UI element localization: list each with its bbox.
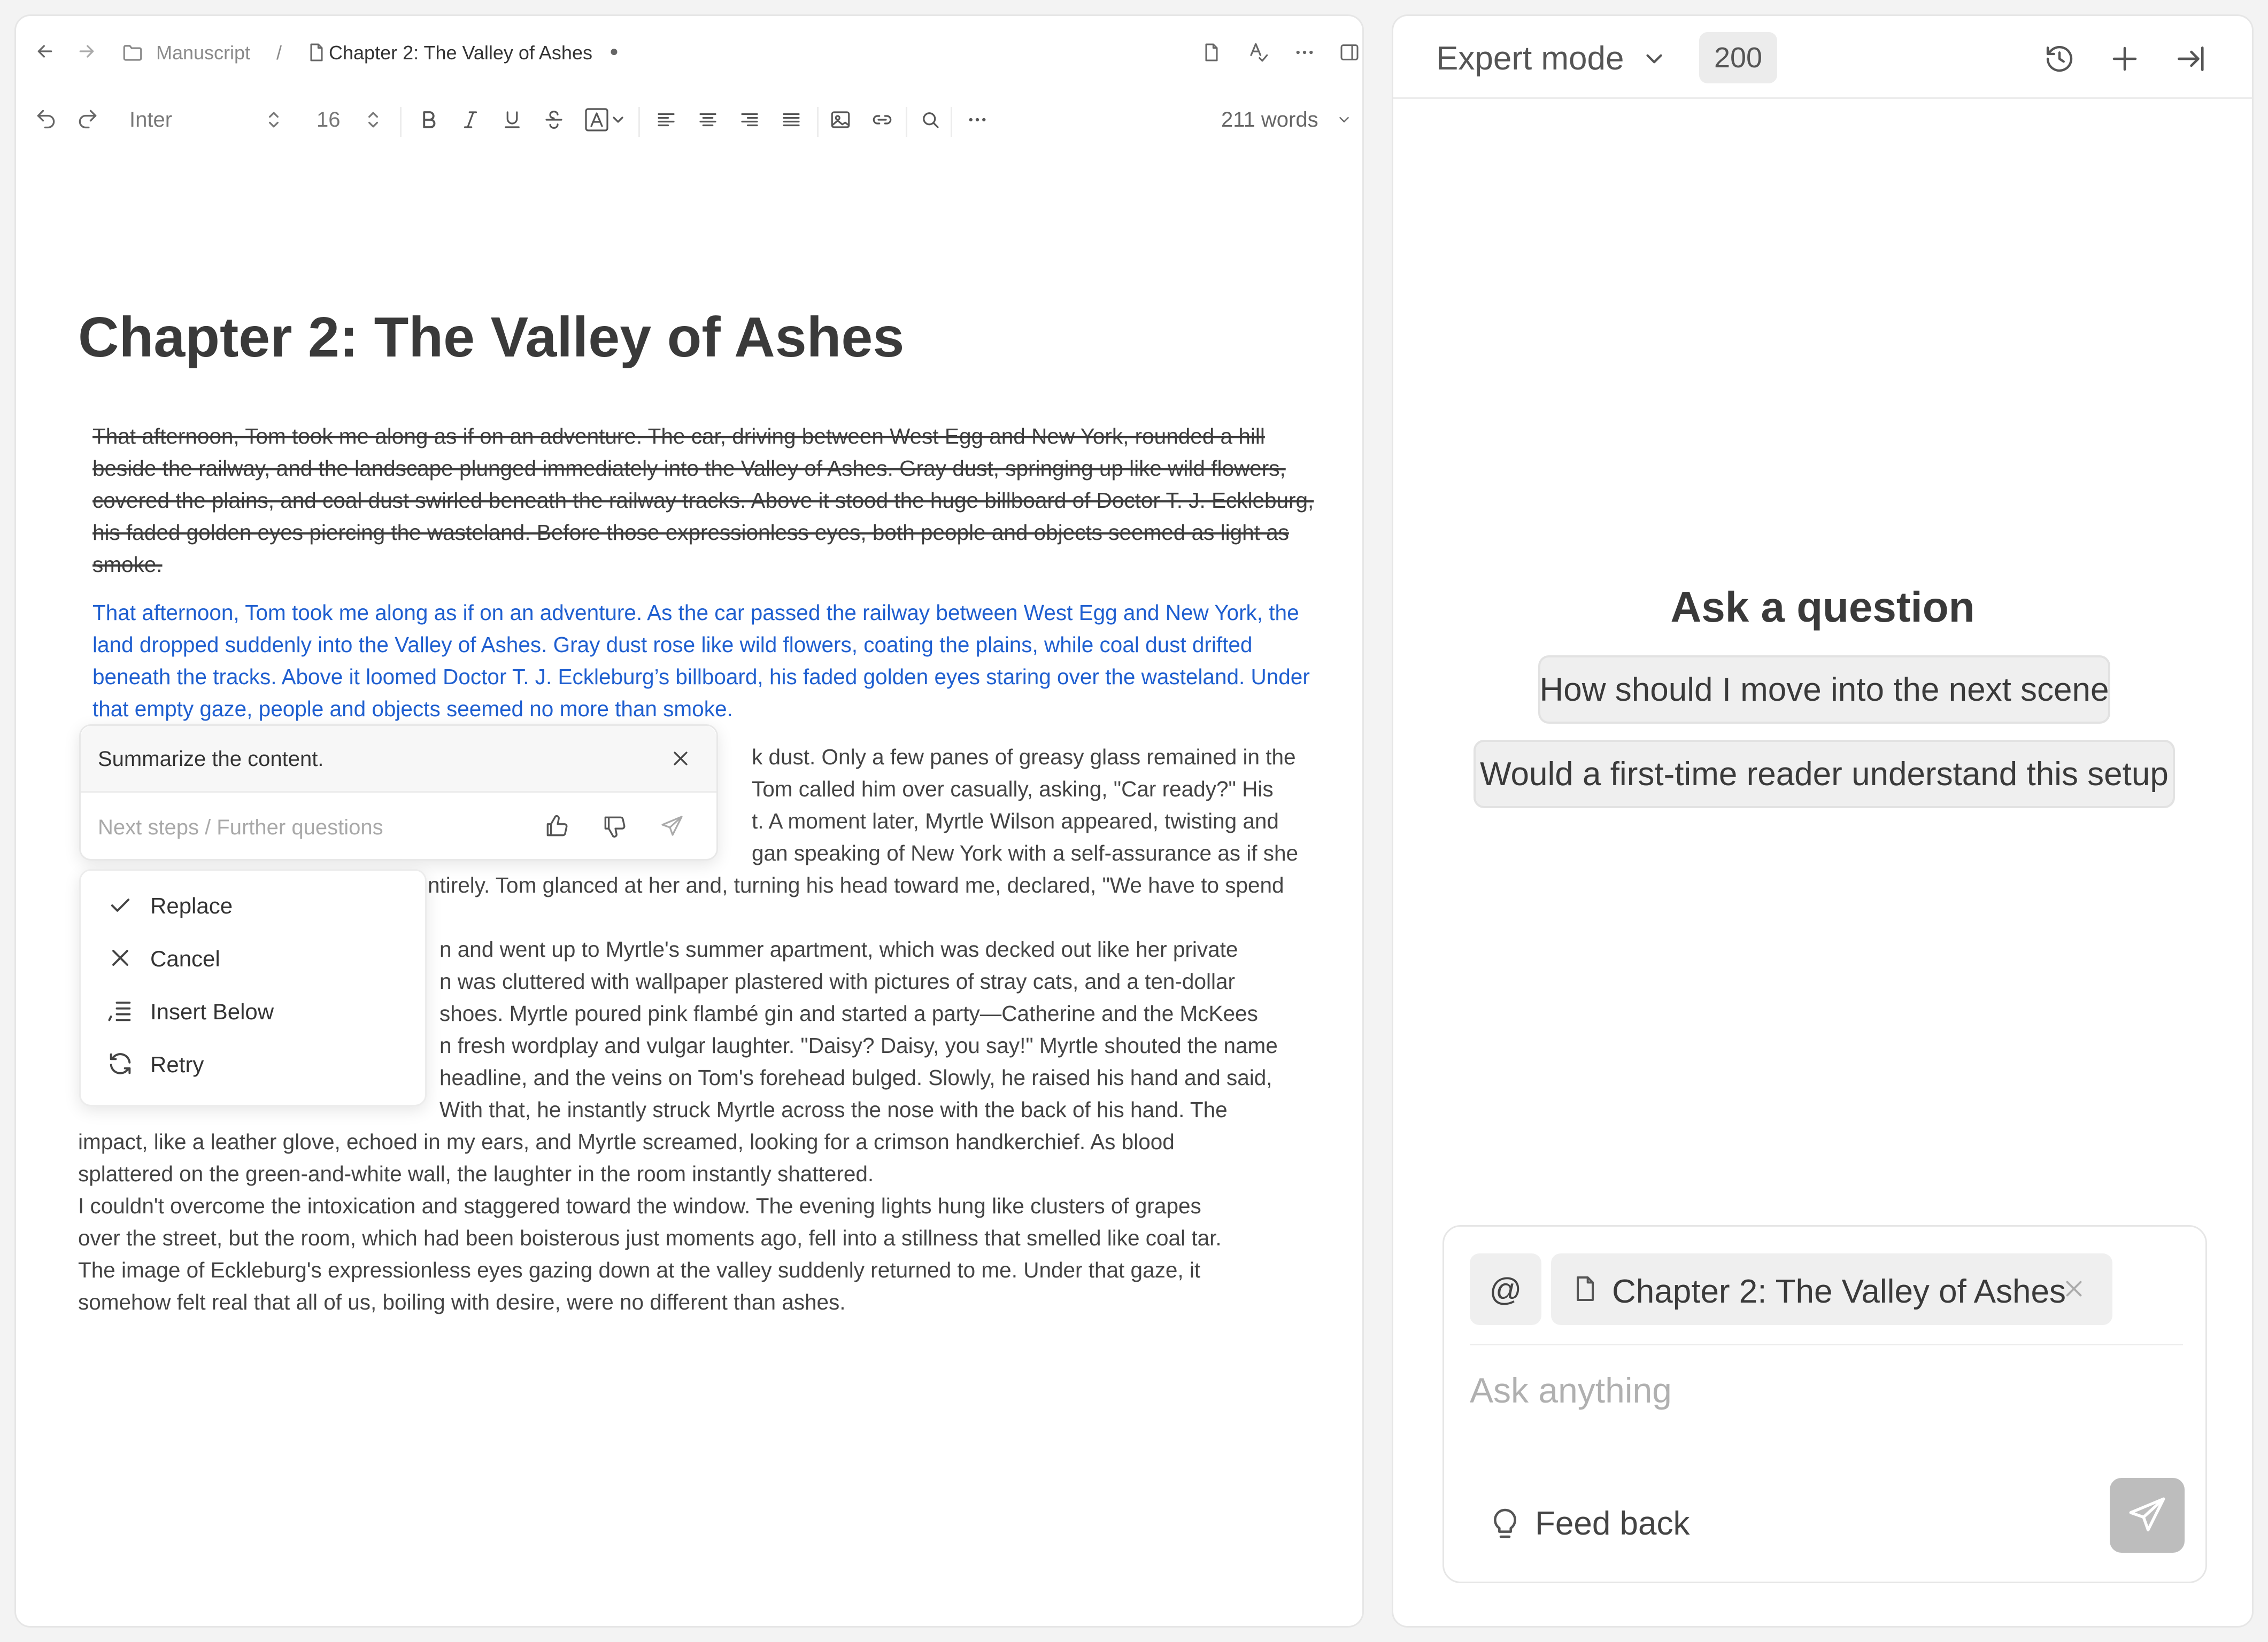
assistant-panel <box>1392 14 2254 1628</box>
ask-title: Ask a question <box>1670 583 1975 631</box>
check-icon <box>106 891 134 919</box>
text-line: n and went up to Myrtle's summer apartment, which was decked out like her private <box>439 937 1238 962</box>
menu-item-label: Cancel <box>150 946 220 971</box>
send-button[interactable] <box>2110 1478 2185 1553</box>
align-center-icon <box>697 109 719 131</box>
close-icon <box>2061 1275 2087 1302</box>
toolbar-divider <box>817 107 819 137</box>
align-left-icon <box>655 109 677 131</box>
send-icon <box>2125 1493 2169 1537</box>
ai-inline-popup <box>79 724 718 861</box>
align-center-button[interactable] <box>694 106 722 134</box>
close-icon <box>106 944 134 972</box>
text-line: I couldn't overcome the intoxication and staggered toward the window. The evening lights hung like clusters of grapes <box>78 1194 1201 1218</box>
ai-prompt-text: Summarize the content. <box>98 747 324 771</box>
underline-icon <box>501 109 523 131</box>
text-line: With that, he instantly struck Myrtle across the nose with the back of his hand. The <box>439 1097 1228 1122</box>
align-right-icon <box>738 109 761 131</box>
suggested-paragraph[interactable]: That afternoon, Tom took me along as if on an adventure. As the car passed the railway between West Egg and New York, the land dropped suddenly into the Valley of Ashes. Gray dust rose like wild flowers, coating the plains, while coal dust drifted beneath the tracks. Above it loomed Doctor T. J. Eckleburg’s billboard, his faded golden eyes staring over the wasteland. Under that empty gaze, people and objects seemed no more than smoke. <box>92 600 1310 721</box>
font-size-input[interactable]: 16 <box>317 108 341 131</box>
text-line: Tom called him over casually, asking, "Car ready?" His <box>752 777 1274 801</box>
suggestion-chip-1[interactable]: How should I move into the next scene <box>1538 655 2110 724</box>
composer-divider <box>1470 1344 2183 1345</box>
followup-input[interactable]: Next steps / Further questions <box>98 816 383 839</box>
document-title[interactable]: Chapter 2: The Valley of Ashes <box>78 306 905 369</box>
align-justify-icon <box>780 109 803 131</box>
menu-item-retry[interactable] <box>81 1037 425 1089</box>
text-line: k dust. Only a few panes of greasy glass remained in the <box>752 745 1296 769</box>
text-line: gan speaking of New York with a self-assurance as if she <box>752 841 1299 865</box>
sidebar-toggle-button[interactable] <box>1337 40 1362 65</box>
chat-composer <box>1442 1225 2207 1583</box>
panel-collapse-icon <box>2173 42 2207 75</box>
chevron-down-icon <box>1641 45 1668 72</box>
image-icon <box>829 109 852 131</box>
breadcrumb-folder[interactable]: Manuscript <box>156 42 251 64</box>
strikethrough-icon <box>543 109 565 131</box>
mode-select[interactable]: Expert mode <box>1436 40 1624 77</box>
undo-icon <box>34 107 58 130</box>
page-button[interactable] <box>1199 40 1224 65</box>
collapse-panel-button[interactable] <box>2172 41 2208 77</box>
context-chip[interactable] <box>1551 1253 2112 1325</box>
text-line: ntirely. Tom glanced at her and, turning his head toward me, declared, "We have to spend <box>428 873 1284 897</box>
remove-context-button[interactable] <box>2058 1273 2090 1305</box>
text-line: headline, and the veins on Tom's forehead bulged. Slowly, he raised his hand and said, <box>439 1065 1272 1090</box>
original-paragraph[interactable]: That afternoon, Tom took me along as if on an adventure. The car, driving between West Egg and New York, rounded a hill beside the railway, and the landscape plunged immediately into the Valley of Ashes. Gray dust, springing up like wild flowers, covered the plains, and coal dust swirled beneath the railway tracks. Above it stood the huge billboard of Doctor T. J. Eckleburg, his faded golden eyes piercing the wasteland. Before those expressionless eyes, both people and objects seemed as light as smoke. <box>92 424 1314 577</box>
insert-image-button[interactable] <box>827 106 854 134</box>
redo-icon <box>76 107 99 130</box>
insert-below-icon <box>106 997 134 1025</box>
justify-button[interactable] <box>777 106 805 134</box>
partial-text-block-1 <box>752 741 1298 869</box>
arrow-right-icon <box>76 41 97 62</box>
more-horizontal-icon <box>1293 41 1316 64</box>
menu-item-label: Insert Below <box>150 999 274 1024</box>
insert-link-button[interactable] <box>868 106 896 134</box>
text-color-button[interactable] <box>583 105 628 135</box>
assistant-header <box>1393 16 2252 99</box>
text-line: n was cluttered with wallpaper plastered with pictures of stray cats, and a ten-dollar <box>439 969 1235 994</box>
back-button[interactable] <box>32 38 58 64</box>
menu-item-insert-below[interactable] <box>81 984 425 1036</box>
arrow-left-icon <box>34 41 56 62</box>
search-icon <box>919 109 942 131</box>
underline-button[interactable] <box>498 106 526 134</box>
menu-item-cancel[interactable] <box>81 931 425 983</box>
text-line: somehow felt real that all of us, boiling with desire, were no different than ashes. <box>78 1290 846 1314</box>
chevron-updown-icon[interactable] <box>362 106 384 134</box>
breadcrumb-document[interactable]: Chapter 2: The Valley of Ashes <box>329 42 592 64</box>
lightbulb-icon <box>1488 1505 1522 1543</box>
plus-icon <box>2109 43 2141 75</box>
menu-item-label: Retry <box>150 1052 204 1077</box>
menu-item-label: Replace <box>150 893 233 918</box>
spellcheck-button[interactable] <box>1246 40 1271 65</box>
toolbar-more-button[interactable] <box>963 106 991 134</box>
undo-button[interactable] <box>32 105 60 133</box>
toolbar-divider <box>951 107 952 137</box>
toolbar-divider <box>400 107 402 137</box>
search-button[interactable] <box>916 106 944 134</box>
suggestion-chip-2[interactable]: Would a first-time reader understand this setup <box>1474 740 2175 808</box>
bold-button[interactable] <box>415 106 443 134</box>
spellcheck-icon <box>1247 41 1270 64</box>
partial-text-block-2 <box>439 933 1278 1126</box>
close-icon <box>669 747 692 770</box>
thumbs-down-button[interactable] <box>598 810 630 842</box>
bold-icon <box>418 109 440 131</box>
align-left-button[interactable] <box>652 106 680 134</box>
ai-popup-header <box>81 726 716 793</box>
mode-chevron-button[interactable] <box>1639 44 1669 74</box>
text-line: splattered on the green-and-white wall, the laughter in the room instantly shattered. <box>78 1161 874 1186</box>
editor-topbar <box>16 16 1362 86</box>
thumbs-up-icon <box>543 813 570 840</box>
file-icon <box>1570 1274 1600 1304</box>
align-right-button[interactable] <box>736 106 763 134</box>
page-icon <box>1201 42 1222 63</box>
more-button[interactable] <box>1292 40 1317 65</box>
more-horizontal-icon <box>966 109 989 131</box>
history-button[interactable] <box>2041 41 2078 77</box>
text-line: impact, like a leather glove, echoed in my ears, and Myrtle screamed, looking for a crimson handkerchief. As blood <box>78 1129 1175 1154</box>
context-chip-label: Chapter 2: The Valley of Ashes <box>1612 1273 2066 1310</box>
toolbar-divider <box>906 107 907 137</box>
send-icon <box>659 814 685 839</box>
feedback-button[interactable]: Feed back <box>1535 1505 1690 1542</box>
word-count[interactable]: 211 words <box>1221 108 1318 131</box>
chevron-down-icon[interactable] <box>1333 109 1355 130</box>
text-line: over the street, but the room, which had been boisterous just moments ago, fell into a stillness that smelled like coal tar. <box>78 1226 1222 1250</box>
thumbs-up-button[interactable] <box>541 810 573 842</box>
link-icon <box>871 109 893 131</box>
italic-icon <box>459 109 482 131</box>
font-family-select[interactable]: Inter <box>129 108 173 131</box>
popup-send-button[interactable] <box>656 810 688 842</box>
retry-icon <box>106 1050 134 1078</box>
text-line: n fresh wordplay and vulgar laughter. "Daisy? Daisy, you say!" Myrtle shouted the name <box>439 1033 1278 1058</box>
new-chat-button[interactable] <box>2107 41 2143 77</box>
history-icon <box>2043 42 2076 75</box>
unsaved-indicator: ● <box>610 43 619 59</box>
close-popup-button[interactable] <box>666 744 695 773</box>
chevron-updown-icon[interactable] <box>263 106 284 134</box>
redo-button[interactable] <box>74 105 102 133</box>
mention-button[interactable]: @ <box>1470 1253 1541 1325</box>
breadcrumb-separator: / <box>276 42 282 64</box>
forward-button[interactable] <box>74 38 99 64</box>
full-text-block[interactable] <box>78 1126 1222 1318</box>
text-line: The image of Eckleburg's expressionless eyes gazing down at the valley suddenly returned to me. Under that gaze, it <box>78 1258 1201 1282</box>
italic-button[interactable] <box>457 106 484 134</box>
toolbar-divider <box>638 107 640 137</box>
text-line: shoes. Myrtle poured pink flambé gin and started a party—Catherine and the McKees <box>439 1001 1258 1026</box>
menu-item-replace[interactable] <box>81 878 425 931</box>
thumbs-down-icon <box>601 813 628 840</box>
ask-input[interactable]: Ask anything <box>1470 1370 1672 1410</box>
folder-icon <box>121 41 144 64</box>
sidebar-toggle-icon <box>1339 42 1360 63</box>
text-color-icon <box>584 107 627 133</box>
text-line: t. A moment later, Myrtle Wilson appeared, twisting and <box>752 809 1279 833</box>
count-badge: 200 <box>1699 32 1777 83</box>
ai-action-menu <box>79 869 427 1106</box>
strikethrough-button[interactable] <box>540 106 568 134</box>
file-icon <box>305 41 328 64</box>
editor-panel <box>14 14 1364 1628</box>
